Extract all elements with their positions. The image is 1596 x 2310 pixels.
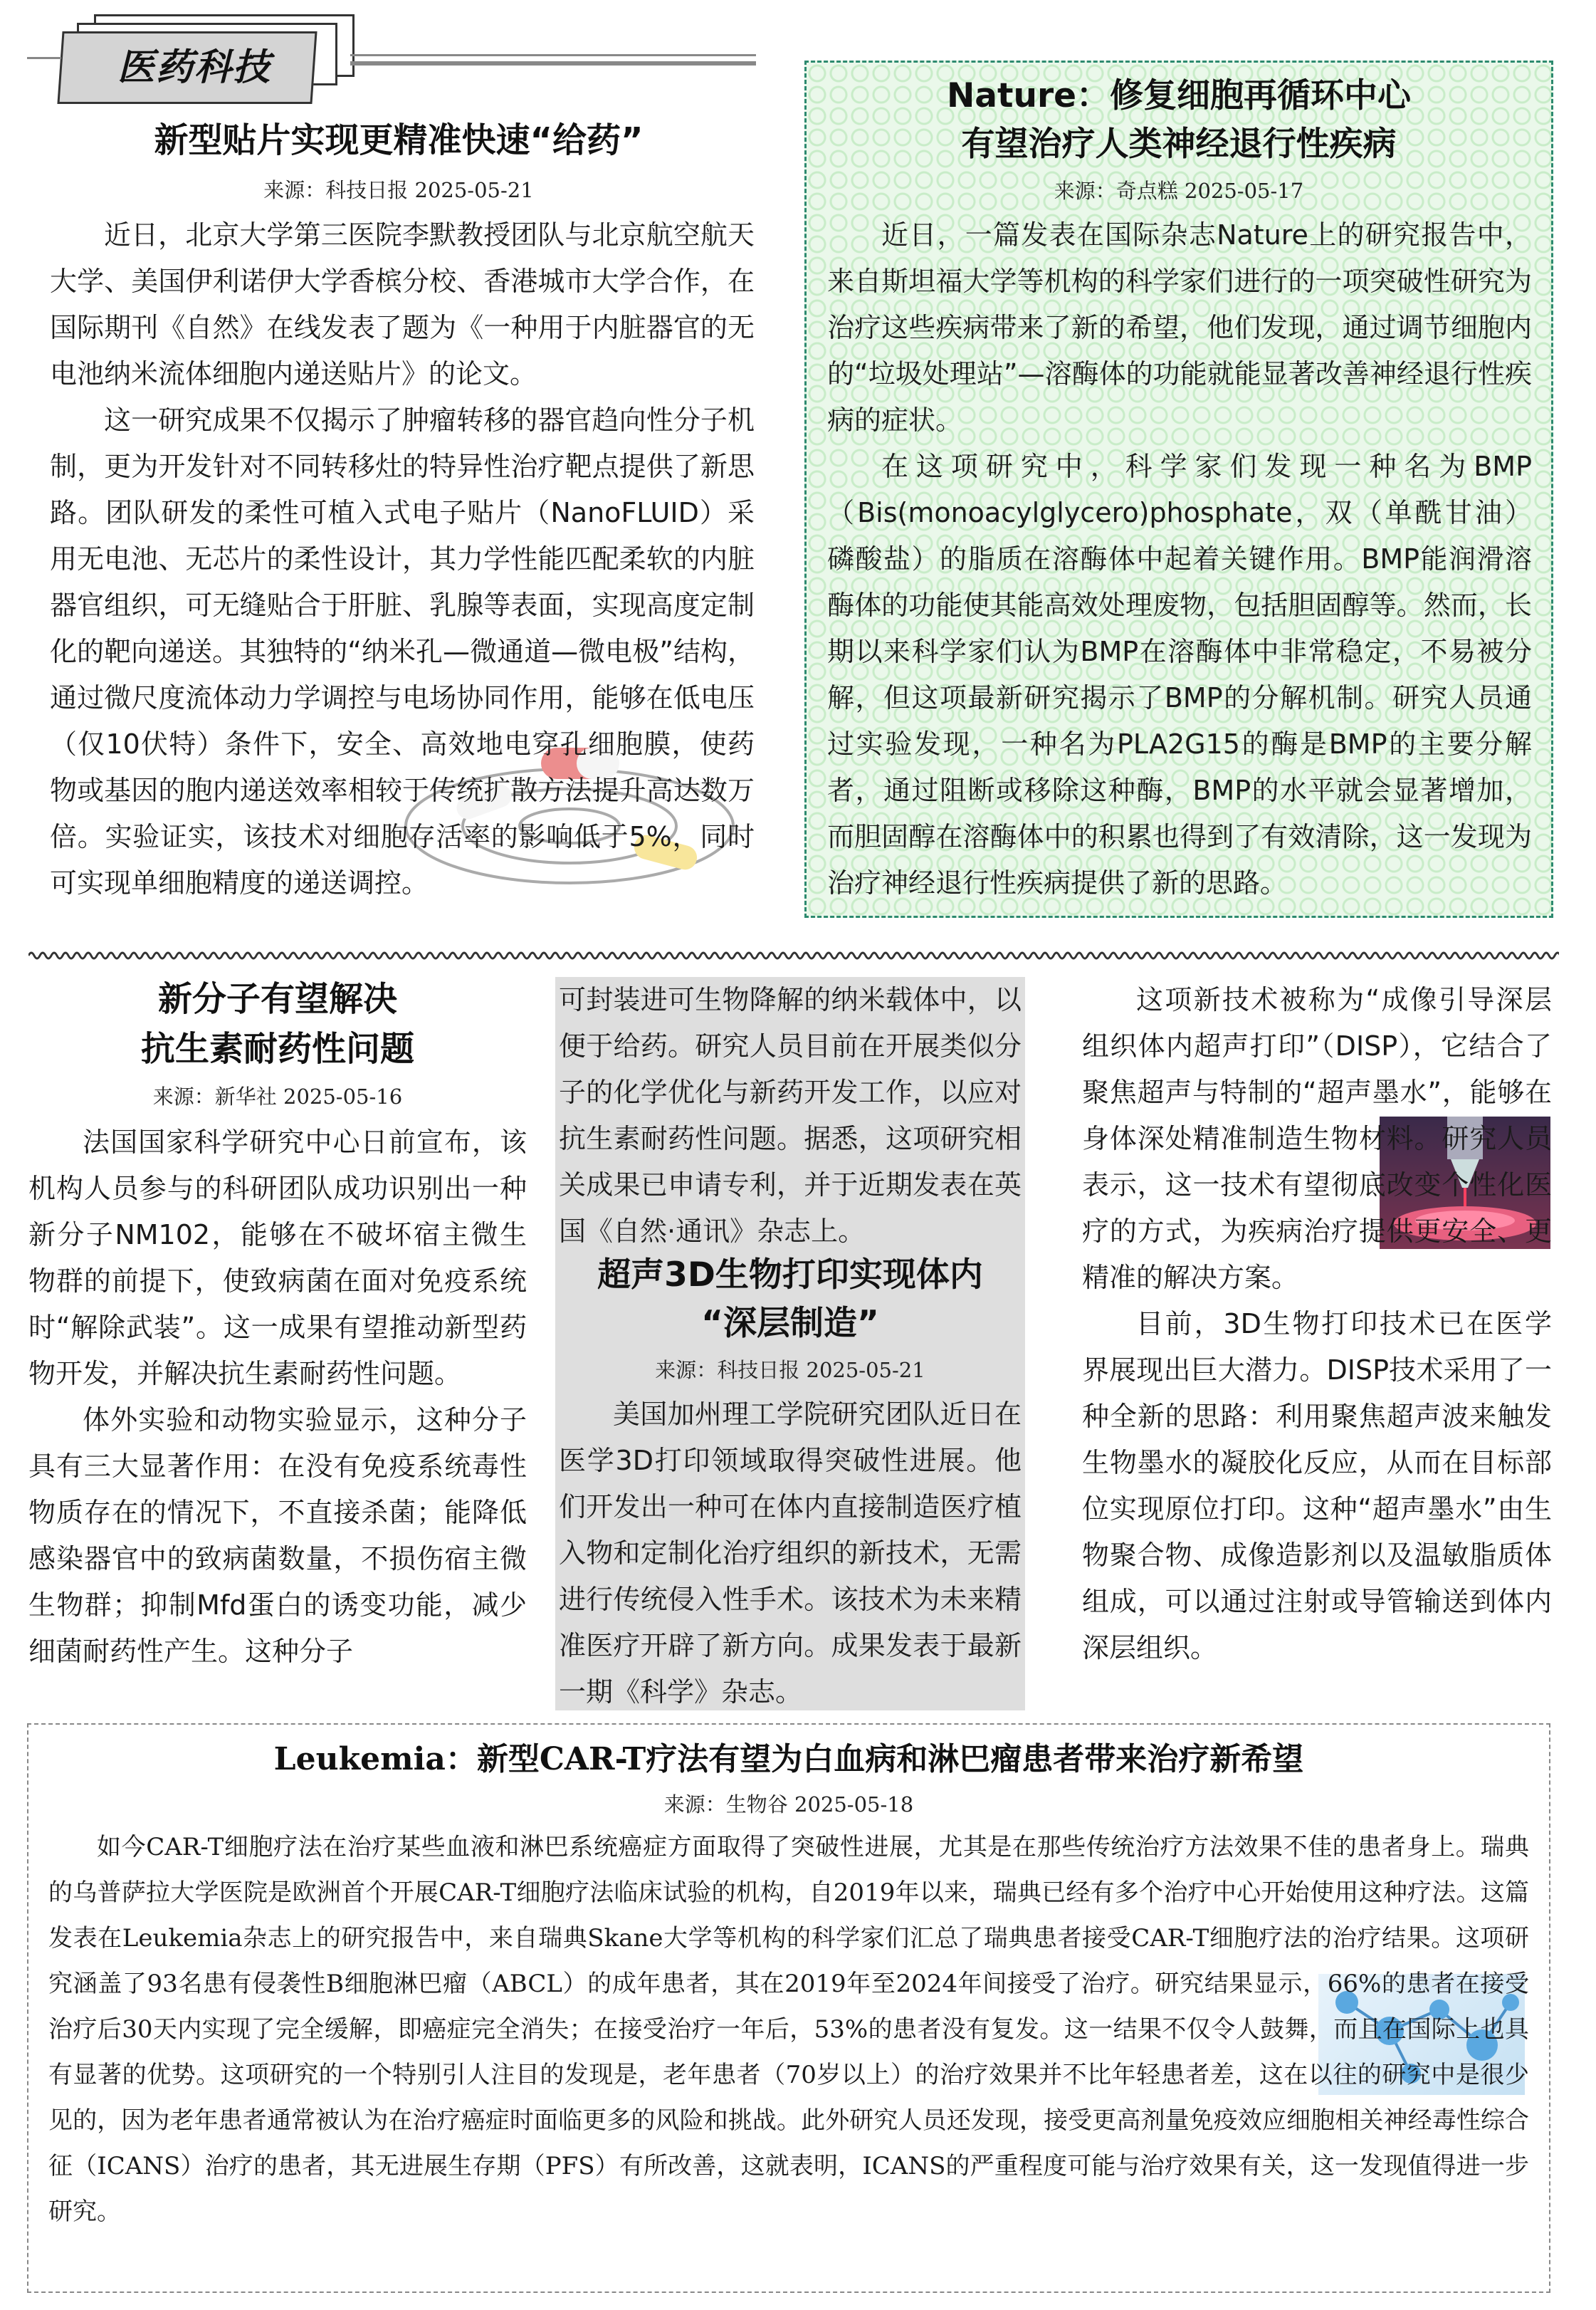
article2-paragraph: 在这项研究中，科学家们发现一种名为BMP（Bis(monoacylglycero)phosphate，双（单酰甘油）磷酸盐）的脂质在溶酶体中起着关键作用。BMP能润滑溶酶体的功能使其能高效处理废物，包括胆固醇等。然而，长期以来科学家们认为BMP在溶酶体中非常稳定，不易被分解，但这项最新研究揭示了BMP的分解机制。研究人员通过实验发现，一种名为PLA2G15的酶是BMP的主要分解者，通过阻断或移除这种酶，BMP的水平就会显著增加，而胆固醇在溶酶体中的积累也得到了有效清除，这一发现为治疗神经退行性疾病提供了新的思路。 <box>827 451 1532 899</box>
article2-paragraph: 近日，一篇发表在国际杂志Nature上的研究报告中，来自斯坦福大学等机构的科学家们进行的一项突破性研究为治疗这些疾病带来了新的希望，他们发现，通过调节细胞内的“垃圾处理站”—溶酶体的功能就能显著改善神经退行性疾病的症状。 <box>827 219 1532 436</box>
article5-body <box>48 1824 1529 2235</box>
article1-source: 来源：科技日报 2025-05-21 <box>263 178 534 202</box>
article1-paragraph: 近日，北京大学第三医院李默教授团队与北京航空航天大学、美国伊利诺伊大学香槟分校、香港城市大学合作，在国际期刊《自然》在线发表了题为《一种用于内脏器官的无电池纳米流体细胞内递送贴片》的论文。 <box>50 219 755 390</box>
column3-paragraph: 这项新技术被称为“成像引导深层组织体内超声打印”（DISP），它结合了聚焦超声与特制的“超声墨水”，能够在身体深处精准制造生物材料。研究人员表示，这一技术有望彻底改变个性化医疗的方式，为疾病治疗提供更安全、更精准的解决方案。 <box>1082 984 1552 1293</box>
article3-body <box>28 1119 527 1718</box>
article5-paragraph: 如今CAR-T细胞疗法在治疗某些血液和淋巴系统癌症方面取得了突破性进展，尤其是在那些传统治疗方法效果不佳的患者身上。瑞典的乌普萨拉大学医院是欧洲首个开展CAR-T细胞疗法临床试验的机构，自2019年以来，瑞典已经有多个治疗中心开始使用这种疗法。这篇发表在Leukemia杂志上的研究报告中，来自瑞典Skane大学等机构的科学家们汇总了瑞典患者接受CAR-T细胞疗法的治疗结果。这项研究涵盖了93名患有侵袭性B细胞淋巴瘤（ABCL）的成年患者，其在2019年至2024年间接受了治疗。研究结果显示，66%的患者在接受治疗后30天内实现了完全缓解，即癌症完全消失；在接受治疗一年后，53%的患者没有复发。这一结果不仅令人鼓舞，而且在国际上也具有显著的优势。这项研究的一个特别引人注目的发现是，老年患者（70岁以上）的治疗效果并不比年轻患者差，这在以往的研究中是很少见的，因为老年患者通常被认为在治疗癌症时面临更多的风险和挑战。此外研究人员还发现，接受更高剂量免疫效应细胞相关神经毒性综合征（ICANS）治疗的患者，其无进展生存期（PFS）有所改善，这就表明，ICANS的严重程度可能与治疗效果有关，这一发现值得进一步研究。 <box>48 1833 1529 2226</box>
article3-continuation <box>559 977 1022 1255</box>
article4-title-line1: 超声3D生物打印实现体内 <box>597 1255 983 1295</box>
column3-paragraph: 目前，3D生物打印技术已在医学界展现出巨大潜力。DISP技术采用了一种全新的思路：利用聚焦超声波来触发生物墨水的凝胶化反应，从而在目标部位实现原位打印。这种“超声墨水”由生物聚合物、成像造影剂以及温敏脂质体组成，可以通过注射或导管输送到体内深层组织。 <box>1082 1308 1552 1663</box>
header-rule-bottom <box>350 61 756 66</box>
article4-paragraph: 美国加州理工学院研究团队近日在医学3D打印领域取得突破性进展。他们开发出一种可在体内直接制造医疗植入物和定制化治疗组织的新技术，无需进行传统侵入性手术。该技术为未来精准医疗开辟了新方向。成果发表于最新一期《科学》杂志。 <box>559 1399 1022 1708</box>
article2-title-line2: 有望治疗人类神经退行性疾病 <box>961 125 1397 164</box>
article3-paragraph: 体外实验和动物实验显示，这种分子具有三大显著作用：在没有免疫系统毒性物质存在的情况下，不直接杀菌；能降低感染器官中的致病菌数量，不损伤宿主微生物群；抑制Mfd蛋白的诱变功能，减少细菌耐药性产生。这种分子 <box>28 1404 527 1667</box>
article3-source: 来源：新华社 2025-05-16 <box>152 1085 403 1109</box>
article5-source: 来源：生物谷 2025-05-18 <box>663 1792 914 1817</box>
article1-body <box>50 212 755 906</box>
section-label: 医药科技 <box>117 46 272 89</box>
header-rule-left <box>27 57 61 59</box>
article3-title-line1: 新分子有望解决 <box>157 979 397 1019</box>
article5-title: Leukemia：新型CAR-T疗法有望为白血病和淋巴瘤患者带来治疗新希望 <box>273 1741 1304 1777</box>
article3-title-line2: 抗生素耐药性问题 <box>140 1029 414 1069</box>
article2-source: 来源：奇点糕 2025-05-17 <box>1054 179 1304 203</box>
wavy-divider <box>28 948 1559 963</box>
article3-continuation-text: 可封装进可生物降解的纳米载体中，以便于给药。研究人员目前在开展类似分子的化学优化与新药开发工作，以应对抗生素耐药性问题。据悉，这项研究相关成果已申请专利，并于近期发表在英国《自然·通讯》杂志上。 <box>559 984 1022 1247</box>
article4-body <box>559 1391 1022 1715</box>
article3-paragraph: 法国国家科学研究中心日前宣布，该机构人员参与的科研团队成功识别出一种新分子NM102，能够在不破坏宿主微生物群的前提下，使致病菌在面对免疫系统时“解除武装”。这一成果有望推动新型药物开发，并解决抗生素耐药性问题。 <box>28 1127 527 1389</box>
header-rule-top <box>350 54 756 56</box>
article4-source: 来源：科技日报 2025-05-21 <box>655 1358 925 1382</box>
article1-paragraph: 这一研究成果不仅揭示了肿瘤转移的器官趋向性分子机制，更为开发针对不同转移灶的特异性治疗靶点提供了新思路。团队研发的柔性可植入式电子贴片（NanoFLUID）采用无电池、无芯片的柔性设计，其力学性能匹配柔软的内脏器官组织，可无缝贴合于肝脏、乳腺等表面，实现高度定制化的靶向递送。其独特的“纳米孔—微通道—微电极”结构，通过微尺度流体动力学调控与电场协同作用，能够在低电压（仅10伏特）条件下，安全、高效地电穿孔细胞膜，使药物或基因的胞内递送效率相较于传统扩散方法提升高达数万倍。实验证实，该技术对细胞存活率的影响低于5%，同时可实现单细胞精度的递送调控。 <box>50 404 755 899</box>
article1-title: 新型贴片实现更精准快速“给药” <box>154 120 644 160</box>
article2-body <box>827 212 1532 906</box>
article2-title-line1: Nature：修复细胞再循环中心 <box>946 76 1412 115</box>
column3-body <box>1082 977 1552 1671</box>
article4-title-line2: “深层制造” <box>701 1304 879 1343</box>
